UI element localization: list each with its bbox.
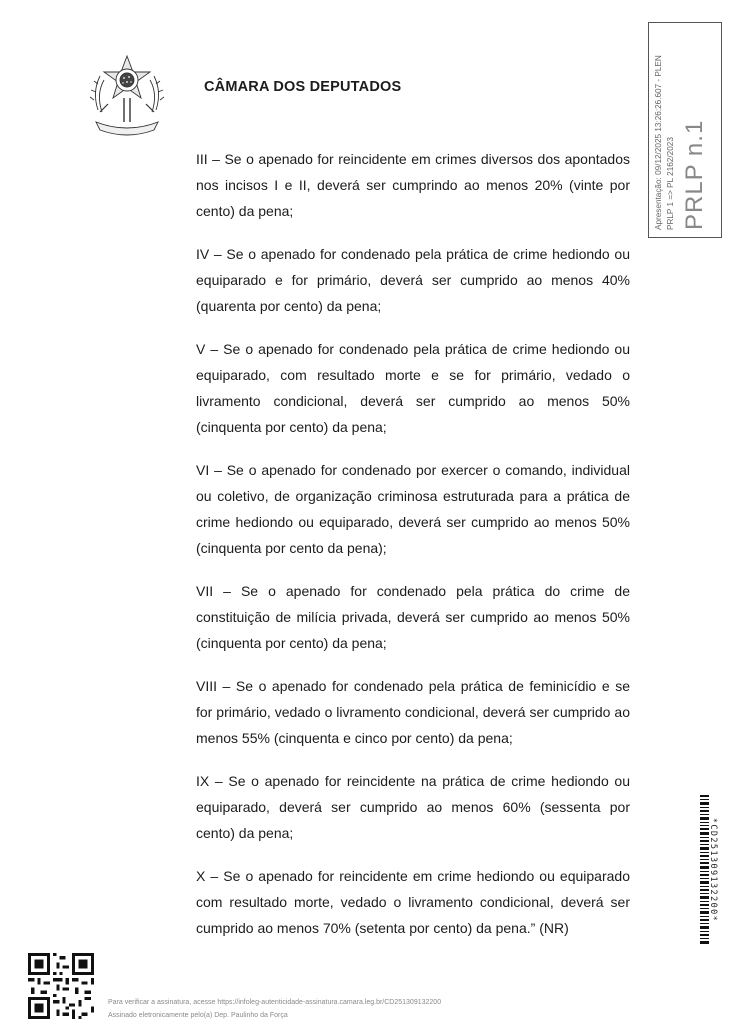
house-title: CÂMARA DOS DEPUTADOS [204,79,402,95]
document-body [196,146,630,958]
stamp-code: PRLP n.1 [681,119,708,230]
verify-text: Para verificar a assinatura, acesse https://infoleg-autenticidade-assinatura.camara.leg.br/CD251309132200 [108,999,442,1006]
paragraph-viii: VIII – Se o apenado for condenado pela prática de feminicídio e se for primário, vedado o livramento condicional, deverá ser cumprido ao menos 55% (cinquenta e cinco por cento) da pena; [196,678,630,746]
paragraph-iv: IV – Se o apenado for condenado pela prática de crime hediondo ou equiparado e for primário, deverá ser cumprido ao menos 40% (quarenta por cento) da pena; [196,246,630,314]
stamp-presentation: Apresentação: 09/12/2025 13:26:26.607 - PLEN [654,55,663,230]
coat-of-arms-icon [84,52,170,138]
paragraph-vi: VI – Se o apenado for condenado por exercer o comando, individual ou coletivo, de organização criminosa estruturada para a prática de crime hediondo ou equiparado, deverá ser cumprido ao menos 50% (cinquenta por cento da pena); [196,462,630,556]
signature-footer [108,996,441,1022]
protocol-stamp [648,22,722,238]
paragraph-vii: VII – Se o apenado for condenado pela prática do crime de constituição de milícia privada, deverá ser cumprido ao menos 50% (cinquenta por cento) da pena; [196,583,630,651]
barcode-text: *CD251309132200* [708,817,718,923]
paragraph-v: V – Se o apenado for condenado pela prática de crime hediondo ou equiparado, com resultado morte e se for primário, vedado o livramento condicional, deverá ser cumprido ao menos 50% (cinquenta por cento) da pena; [196,341,630,435]
stamp-reference: PRLP 1 => PL 2162/2023 [666,137,675,230]
signed-text: Assinado eletronicamente pelo(a) Dep. Paulinho da Força [108,1012,288,1019]
qr-code-icon [28,953,94,1019]
paragraph-iii: III – Se o apenado for reincidente em crimes diversos dos apontados nos incisos I e II, deverá ser cumprindo ao menos 20% (vinte por cento) da pena; [196,151,630,219]
paragraph-x: X – Se o apenado for reincidente em crime hediondo ou equiparado com resultado morte, vedado o livramento condicional, deverá ser cumprido ao menos 70% (setenta por cento) da pena.” (NR) [196,868,630,936]
paragraph-ix: IX – Se o apenado for reincidente na prática de crime hediondo ou equiparado, deverá ser cumprido ao menos 60% (sessenta por cento) da pena; [196,773,630,841]
